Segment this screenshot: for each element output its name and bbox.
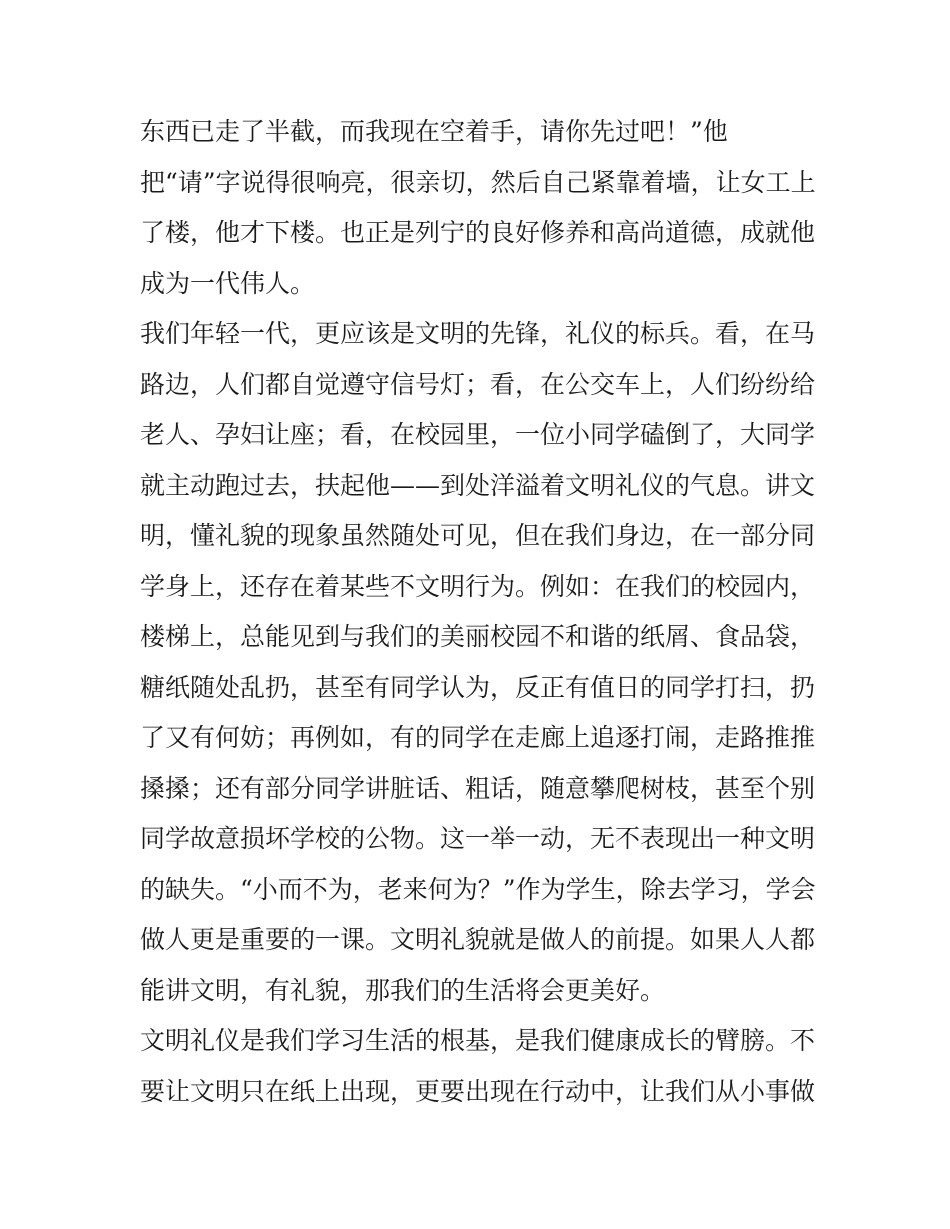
text-line-15: 同学故意损坏学校的公物。这一举一动，无不表现出一种文明	[140, 824, 816, 853]
text-line-13: 了又有何妨；再例如，有的同学在走廊上追逐打闹，走路推推	[140, 723, 816, 752]
text-line-1: 东西已走了半截，而我现在空着手，请你先过吧！”他	[140, 117, 728, 146]
text-line-10: 学身上，还存在着某些不文明行为。例如：在我们的校园内，	[140, 571, 816, 601]
text-line-9: 明，懂礼貌的现象虽然随处可见，但在我们身边，在一部分同	[140, 521, 816, 550]
essay-body	[140, 107, 820, 1117]
text-line-2: 把“请”字说得很响亮，很亲切，然后自己紧靠着墙，让女工上	[140, 167, 816, 197]
text-line-4: 成为一代伟人。	[140, 268, 316, 298]
text-line-5: 我们年轻一代，更应该是文明的先锋，礼仪的标兵。看，在马	[140, 319, 816, 348]
text-line-11: 楼梯上，总能见到与我们的美丽校园不和谐的纸屑、食品袋，	[140, 622, 816, 651]
text-line-17: 做人更是重要的一课。文明礼貌就是做人的前提。如果人人都	[140, 925, 816, 954]
text-line-8: 就主动跑过去，扶起他——到处洋溢着文明礼仪的气息。讲文	[140, 470, 816, 500]
text-line-6: 路边，人们都自觉遵守信号灯；看，在公交车上，人们纷纷给	[140, 369, 816, 399]
text-line-3: 了楼，他才下楼。也正是列宁的良好修养和高尚道德，成就他	[140, 218, 816, 247]
text-line-19: 文明礼仪是我们学习生活的根基，是我们健康成长的臂膀。不	[140, 1026, 816, 1055]
text-line-20: 要让文明只在纸上出现，更要出现在行动中，让我们从小事做	[140, 1076, 816, 1106]
text-line-16: 的缺失。“小而不为，老来何为？”作为学生，除去学习，学会	[140, 874, 816, 904]
text-line-14: 搡搡；还有部分同学讲脏话、粗话，随意攀爬树枝，甚至个别	[140, 773, 816, 803]
text-line-18: 能讲文明，有礼貌，那我们的生活将会更美好。	[140, 975, 666, 1005]
text-line-12: 糖纸随处乱扔，甚至有同学认为，反正有值日的同学打扫，扔	[140, 672, 816, 702]
text-line-7: 老人、孕妇让座；看，在校园里，一位小同学磕倒了，大同学	[140, 420, 816, 449]
